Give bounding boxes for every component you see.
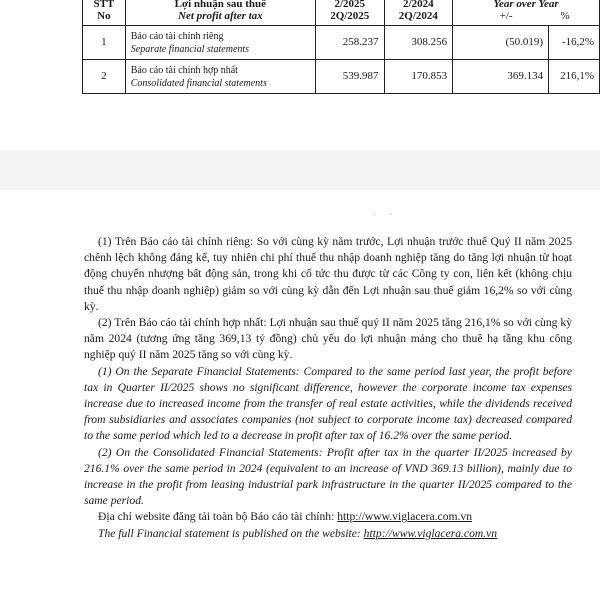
- row-value-2024: 308.256: [384, 26, 453, 60]
- row-value-2025: 539.987: [315, 60, 384, 94]
- paragraph-consolidated-vi: (2) Trên Báo cáo tài chính hợp nhất: Lợi nhuận sau thuế quý II năm 2025 tăng 216,1% so với cùng kỳ năm 2024 (tương ứng tăng 369,13 tỷ đồng) chủ yếu do lợi nhuận mảng cho thuê hạ tầng khu công nghiệp quý II năm 2025 tăng so với cùng kỳ.: [84, 316, 572, 362]
- paragraph-separate-en: (1) On the Separate Financial Statements: Compared to the same period last year, the profit before tax in Quarter II/2025 shows no significant difference, however the corporate income tax expenses increase due to increased income from the transfer of real estate activities, while the dividends received from subsidiaries and associates companies (not subject to corporate income tax) decreased compared to the same period which led to a decrease in profit after tax of 16.2% over the same period.: [84, 364, 572, 443]
- document-page-top: [0, 0, 600, 150]
- row-value-2024: 170.853: [384, 60, 453, 94]
- row-percent: -16,2%: [549, 26, 600, 60]
- row-delta: (50.019): [453, 26, 549, 60]
- table-header-row: [83, 0, 600, 26]
- website-line-en: The full Financial statement is published on the website: http://www.viglacera.com.vn: [98, 526, 498, 540]
- explanation-text: [84, 234, 572, 542]
- website-link-en[interactable]: http://www.viglacera.com.vn: [363, 526, 498, 540]
- row-name: Báo cáo tài chính hợp nhất Consolidated financial statements: [125, 60, 315, 94]
- row-value-2025: 258.237: [315, 26, 384, 60]
- paragraph-consolidated-en: (2) On the Consolidated Financial Statements: Profit after tax in the quarter II/2025 increased by 216.1% over the same period in 2024 (equivalent to an increase of VND 369.13 billion), mainly due to increase in the profit from leasing industrial park infrastructure in the quarter II/2025 compared to the same period.: [84, 445, 572, 508]
- header-yoy: Year over Year +/- %: [453, 0, 600, 26]
- row-delta: 369.134: [453, 60, 549, 94]
- row-number: 1: [83, 26, 126, 60]
- website-line-vi: Địa chỉ website đăng tải toàn bộ Báo cáo tài chính: http://www.viglacera.com.vn: [98, 510, 473, 524]
- header-profit: Lợi nhuận sau thuế Net profit after tax: [125, 0, 315, 26]
- document-page-bottom: [0, 190, 600, 600]
- row-number: 2: [83, 60, 126, 94]
- row-percent: 216,1%: [549, 60, 600, 94]
- table-row: [83, 26, 600, 60]
- page-marks: · ·: [373, 210, 399, 219]
- paragraph-separate-vi: (1) Trên Báo cáo tài chính riêng: So với cùng kỳ năm trước, Lợi nhuận trước thuế Quý II năm 2025 chênh lệch không đáng kể, tuy nhiên chi phí thuế thu nhập doanh nghiệp tăng do tăng lợi nhuận từ hoạt động chuyển nhượng bất động sản, trong khi cổ tức thu được từ các Công ty con, liên kết (không chịu thuế thu nhập doanh nghiệp) giảm so với cùng kỳ dẫn đến Lợi nhuận sau thuế giảm 16,2% so với cùng kỳ.: [84, 235, 572, 313]
- header-2024: 2/2024 2Q/2024: [384, 0, 453, 26]
- table-row: [83, 60, 600, 94]
- header-stt: STT No: [83, 0, 126, 26]
- website-link[interactable]: http://www.viglacera.com.vn: [337, 510, 473, 524]
- row-name: Báo cáo tài chính riêng Separate financial statements: [125, 26, 315, 60]
- profit-table: [82, 0, 600, 94]
- header-2025: 2/2025 2Q/2025: [315, 0, 384, 26]
- page-gap: [0, 150, 600, 190]
